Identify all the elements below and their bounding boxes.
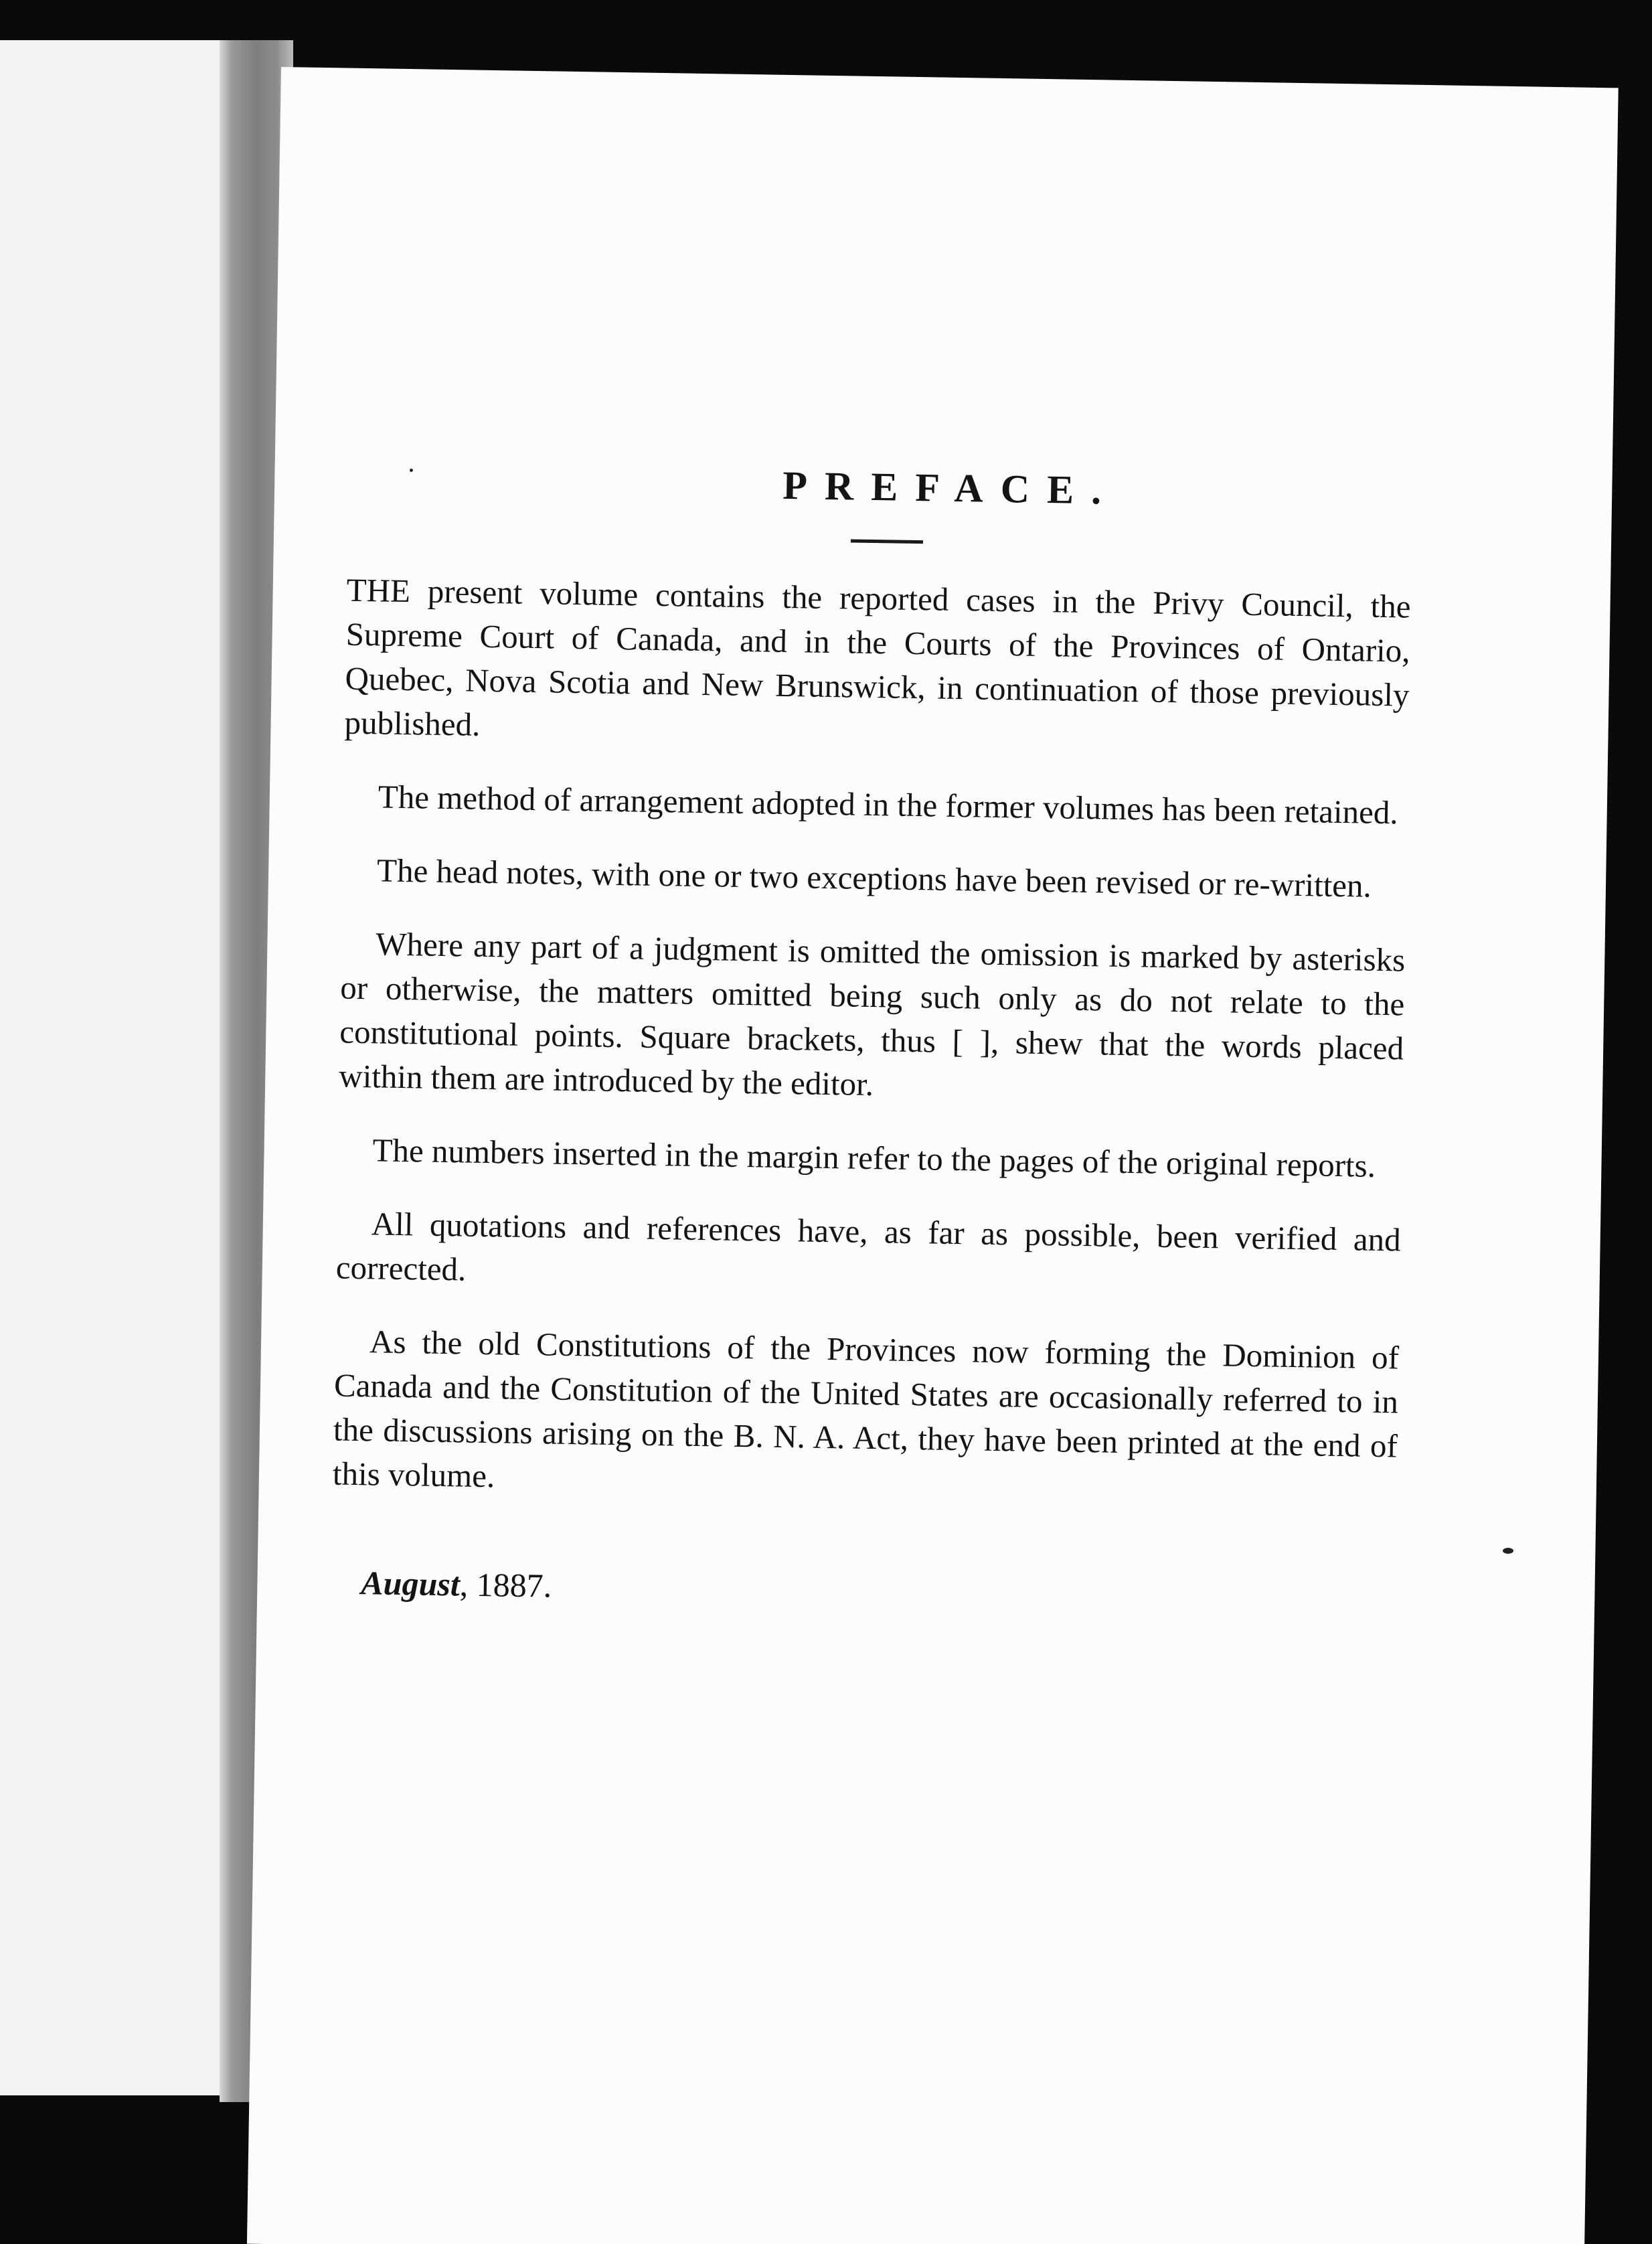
paragraph-5: The numbers inserted in the margin refer to the pages of the original reports. — [372, 1131, 1376, 1184]
paragraph-2: The method of arrangement adopted in the former volumes has been retained. — [378, 778, 1399, 831]
title-rule — [851, 539, 923, 544]
paragraph-4: Where any part of a judgment is omitted the omission is marked by asterisks or otherwise, the matters omitted being such only as do not relate to the constitutional points. Square brackets, thus [ ], shew that the words placed within them are introduced by the editor. — [338, 925, 1406, 1103]
page-title: PREFACE. — [782, 463, 1119, 513]
paragraph-7: As the old Constitutions of the Provinces now forming the Dominion of Canada and the Constitution of the United States are occasionally referred to in the discussions arising on the B. N. A. Act, they have been printed at the end of this volume. — [332, 1323, 1400, 1495]
left-page-edge — [0, 40, 224, 2095]
paragraph-6: All quotations and references have, as far as possible, been verified and corrected. — [335, 1205, 1402, 1288]
scan-speck — [1503, 1548, 1513, 1554]
preface-date — [361, 1560, 1396, 1621]
paragraph-1: THE present volume contains the reported cases in the Privy Council, the Supreme Court of Canada, and in the Courts of the Provinces of Ontario, Quebec, Nova Scotia and New Brunswick, in continuation of those previously published. — [344, 571, 1411, 743]
preface-page — [247, 67, 1619, 2244]
scan-speck — [410, 469, 413, 472]
paragraph-3: The head notes, with one or two exceptions have been revised or re-written. — [376, 852, 1372, 904]
date-year: , 1887. — [459, 1565, 552, 1605]
date-month: August — [361, 1564, 461, 1603]
preface-content — [331, 457, 1413, 1621]
